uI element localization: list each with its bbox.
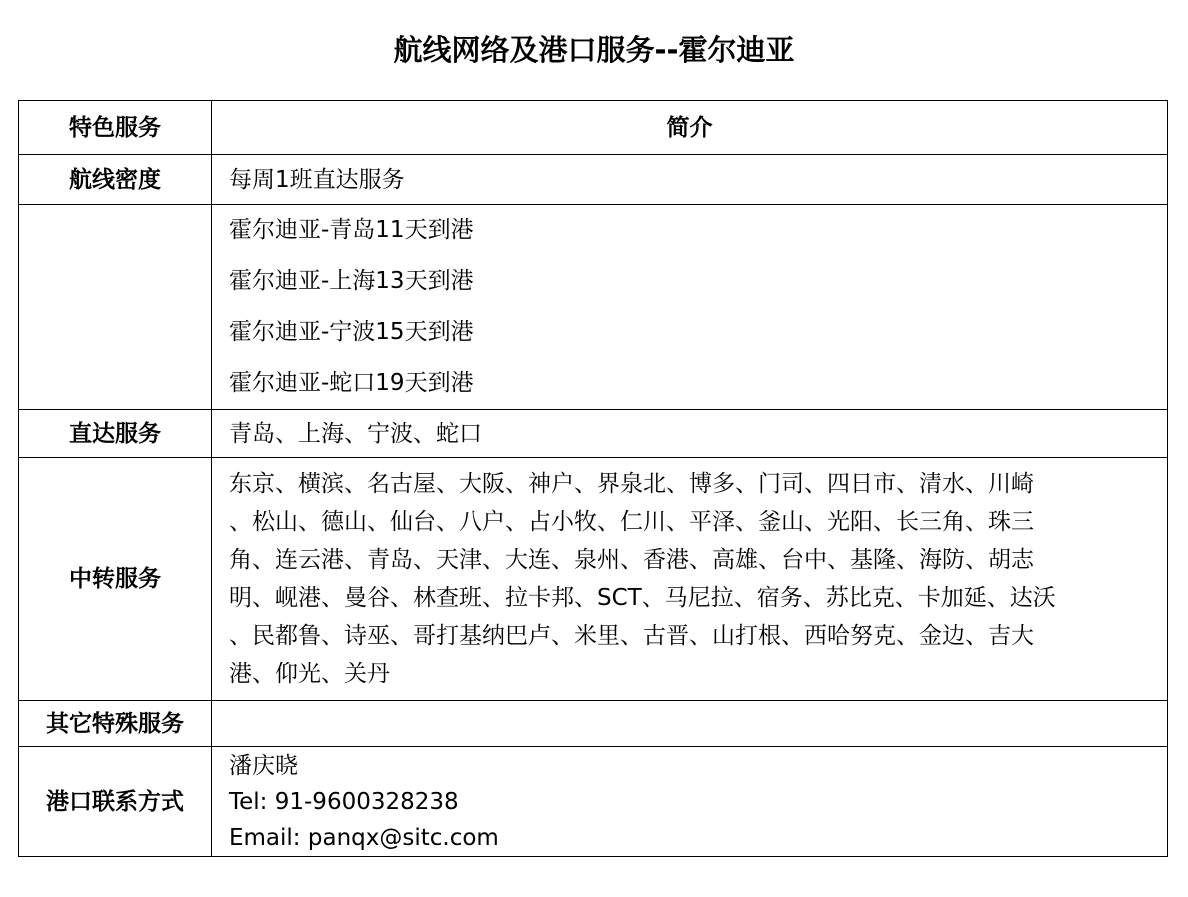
transit-time-qingdao: 霍尔迪亚-青岛11天到港 (229, 217, 474, 243)
other-special-service-value (212, 701, 1168, 747)
transshipment-line: 、民都鲁、诗巫、哥打基纳巴卢、米里、古晋、山打根、西哈努克、金边、吉大 (229, 623, 1034, 649)
transit-time-ningbo: 霍尔迪亚-宁波15天到港 (229, 319, 474, 345)
contact-phone: Tel: 91-9600328238 (229, 788, 459, 815)
direct-service-value: 青岛、上海、宁波、蛇口 (212, 410, 1168, 458)
contact-email: Email: panqx@sitc.com (229, 824, 499, 851)
transshipment-service-value (212, 458, 1168, 701)
direct-service-label: 直达服务 (19, 410, 212, 458)
contact-name: 潘庆晓 (229, 752, 298, 779)
header-description: 简介 (212, 101, 1168, 155)
other-special-service-label: 其它特殊服务 (19, 701, 212, 747)
page-title: 航线网络及港口服务--霍尔迪亚 (393, 33, 795, 67)
table-row-direct-service (19, 410, 1168, 458)
route-density-label: 航线密度 (19, 155, 212, 205)
table-row-other-special-service (19, 701, 1168, 747)
transit-time-shekou: 霍尔迪亚-蛇口19天到港 (229, 370, 474, 396)
table-header-row (19, 101, 1168, 155)
port-contact-label: 港口联系方式 (19, 747, 212, 857)
route-density-value: 每周1班直达服务 (212, 155, 1168, 205)
transshipment-line: 明、岘港、曼谷、林查班、拉卡邦、SCT、马尼拉、宿务、苏比克、卡加延、达沃 (229, 585, 1056, 611)
header-feature: 特色服务 (19, 101, 212, 155)
transshipment-line: 角、连云港、青岛、天津、大连、泉州、香港、高雄、台中、基隆、海防、胡志 (229, 547, 1034, 573)
transit-time-shanghai: 霍尔迪亚-上海13天到港 (229, 268, 474, 294)
table-row-route-density (19, 155, 1168, 205)
port-contact-details (212, 747, 1168, 857)
transshipment-line: 港、仰光、关丹 (229, 661, 390, 687)
table-row-transit-time (19, 205, 1168, 410)
transshipment-line: 东京、横滨、名古屋、大阪、神户、界泉北、博多、门司、四日市、清水、川崎 (229, 471, 1034, 497)
transshipment-line: 、松山、德山、仙台、八户、占小牧、仁川、平泽、釜山、光阳、长三角、珠三 (229, 509, 1034, 535)
transit-time-label (19, 205, 212, 410)
table-row-port-contact (19, 747, 1168, 857)
transit-time-list (212, 205, 1168, 410)
port-service-table (18, 100, 1168, 857)
table-row-transshipment-service (19, 458, 1168, 701)
transshipment-service-label: 中转服务 (19, 458, 212, 701)
